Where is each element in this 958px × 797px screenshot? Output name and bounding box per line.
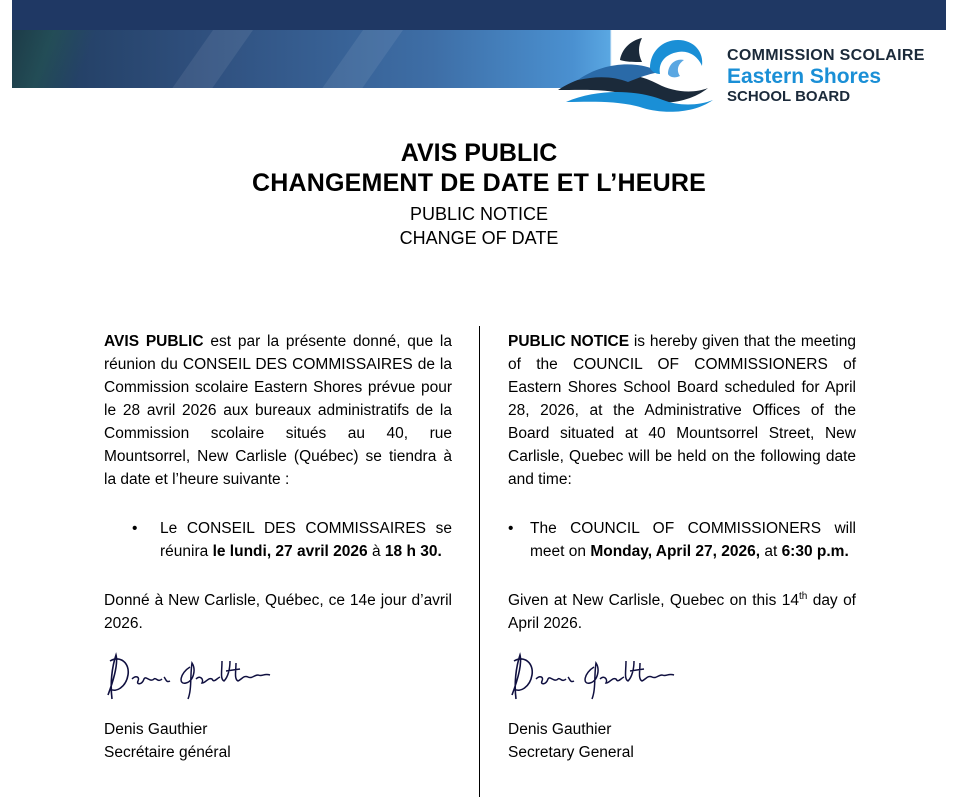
english-column xyxy=(508,330,856,764)
english-intro-bold: PUBLIC NOTICE xyxy=(508,333,630,350)
title-change-of-date: CHANGE OF DATE xyxy=(399,228,559,248)
english-given-b: day of April 2026. xyxy=(508,592,856,632)
english-given-at xyxy=(508,589,856,635)
logo-line-school-board: SCHOOL BOARD xyxy=(727,88,851,105)
french-bullet-item xyxy=(104,517,452,563)
header-top-bar xyxy=(12,0,946,30)
french-bullet-text: Le CONSEIL DES COMMISSAIRES se réunira xyxy=(160,520,452,560)
french-bullet-date: le lundi, 27 avril 2026 xyxy=(212,543,368,560)
french-signatory-role: Secrétaire général xyxy=(104,744,231,761)
title-changement: CHANGEMENT DE DATE ET L’HEURE xyxy=(252,169,706,197)
english-bullet-item xyxy=(508,517,856,563)
french-bullet-mid: à xyxy=(367,543,385,560)
english-given-sup: th xyxy=(798,590,808,602)
signature-image xyxy=(104,649,284,703)
english-bullet-time: 6:30 p.m. xyxy=(781,543,849,560)
english-intro-text: is hereby given that the meeting of the COUNCIL OF COMMISSIONERS of Eastern Shores School Board scheduled for April 28, 2026, at the Administrative Offices of the Board situated at 40 Mountsorrel Street, New Carlisle, Quebec will be held on the following date and time: xyxy=(508,333,856,488)
bullet-dot: • xyxy=(508,520,514,537)
wave-logo-icon xyxy=(558,32,718,112)
banner-stripe xyxy=(12,30,132,88)
english-given-a: Given at New Carlisle, Quebec on this 14 xyxy=(508,592,799,609)
french-column xyxy=(104,330,452,764)
french-bullet-time: 18 h 30. xyxy=(384,543,442,560)
french-signatory-name: Denis Gauthier xyxy=(104,721,208,738)
french-intro-paragraph xyxy=(104,330,452,491)
banner-light-2 xyxy=(314,30,410,88)
title-avis-public: AVIS PUBLIC xyxy=(400,139,558,167)
english-signatory-role: Secretary General xyxy=(508,744,634,761)
bullet-dot: • xyxy=(132,520,138,537)
logo-line-commission: COMMISSION SCOLAIRE xyxy=(727,47,925,64)
column-divider xyxy=(479,326,480,797)
french-given-at: Donné à New Carlisle, Québec, ce 14e jour d’avril 2026. xyxy=(104,592,452,632)
english-intro-paragraph xyxy=(508,330,856,491)
english-bullet-text: The COUNCIL OF COMMISSIONERS will meet on xyxy=(530,520,856,560)
french-intro-text: est par la présente donné, que la réunion du CONSEIL DES COMMISSAIRES de la Commission scolaire Eastern Shores prévue pour le 28 avril 2026 aux bureaux administratifs de la Commission scolaire situés au 40, rue Mountsorrel, New Carlisle (Québec) se tiendra à la date et l’heure suivante : xyxy=(104,333,452,488)
french-intro-bold: AVIS PUBLIC xyxy=(104,333,204,350)
signature-image xyxy=(508,649,688,703)
banner-light-1 xyxy=(164,30,260,88)
english-signatory-name: Denis Gauthier xyxy=(508,721,612,738)
english-bullet-date: Monday, April 27, 2026, xyxy=(590,543,761,560)
logo-line-eastern-shores: Eastern Shores xyxy=(727,65,882,88)
english-bullet-mid: at xyxy=(760,543,782,560)
logo-wordmark xyxy=(727,47,925,105)
notice-title xyxy=(0,138,958,250)
title-public-notice: PUBLIC NOTICE xyxy=(409,204,549,224)
